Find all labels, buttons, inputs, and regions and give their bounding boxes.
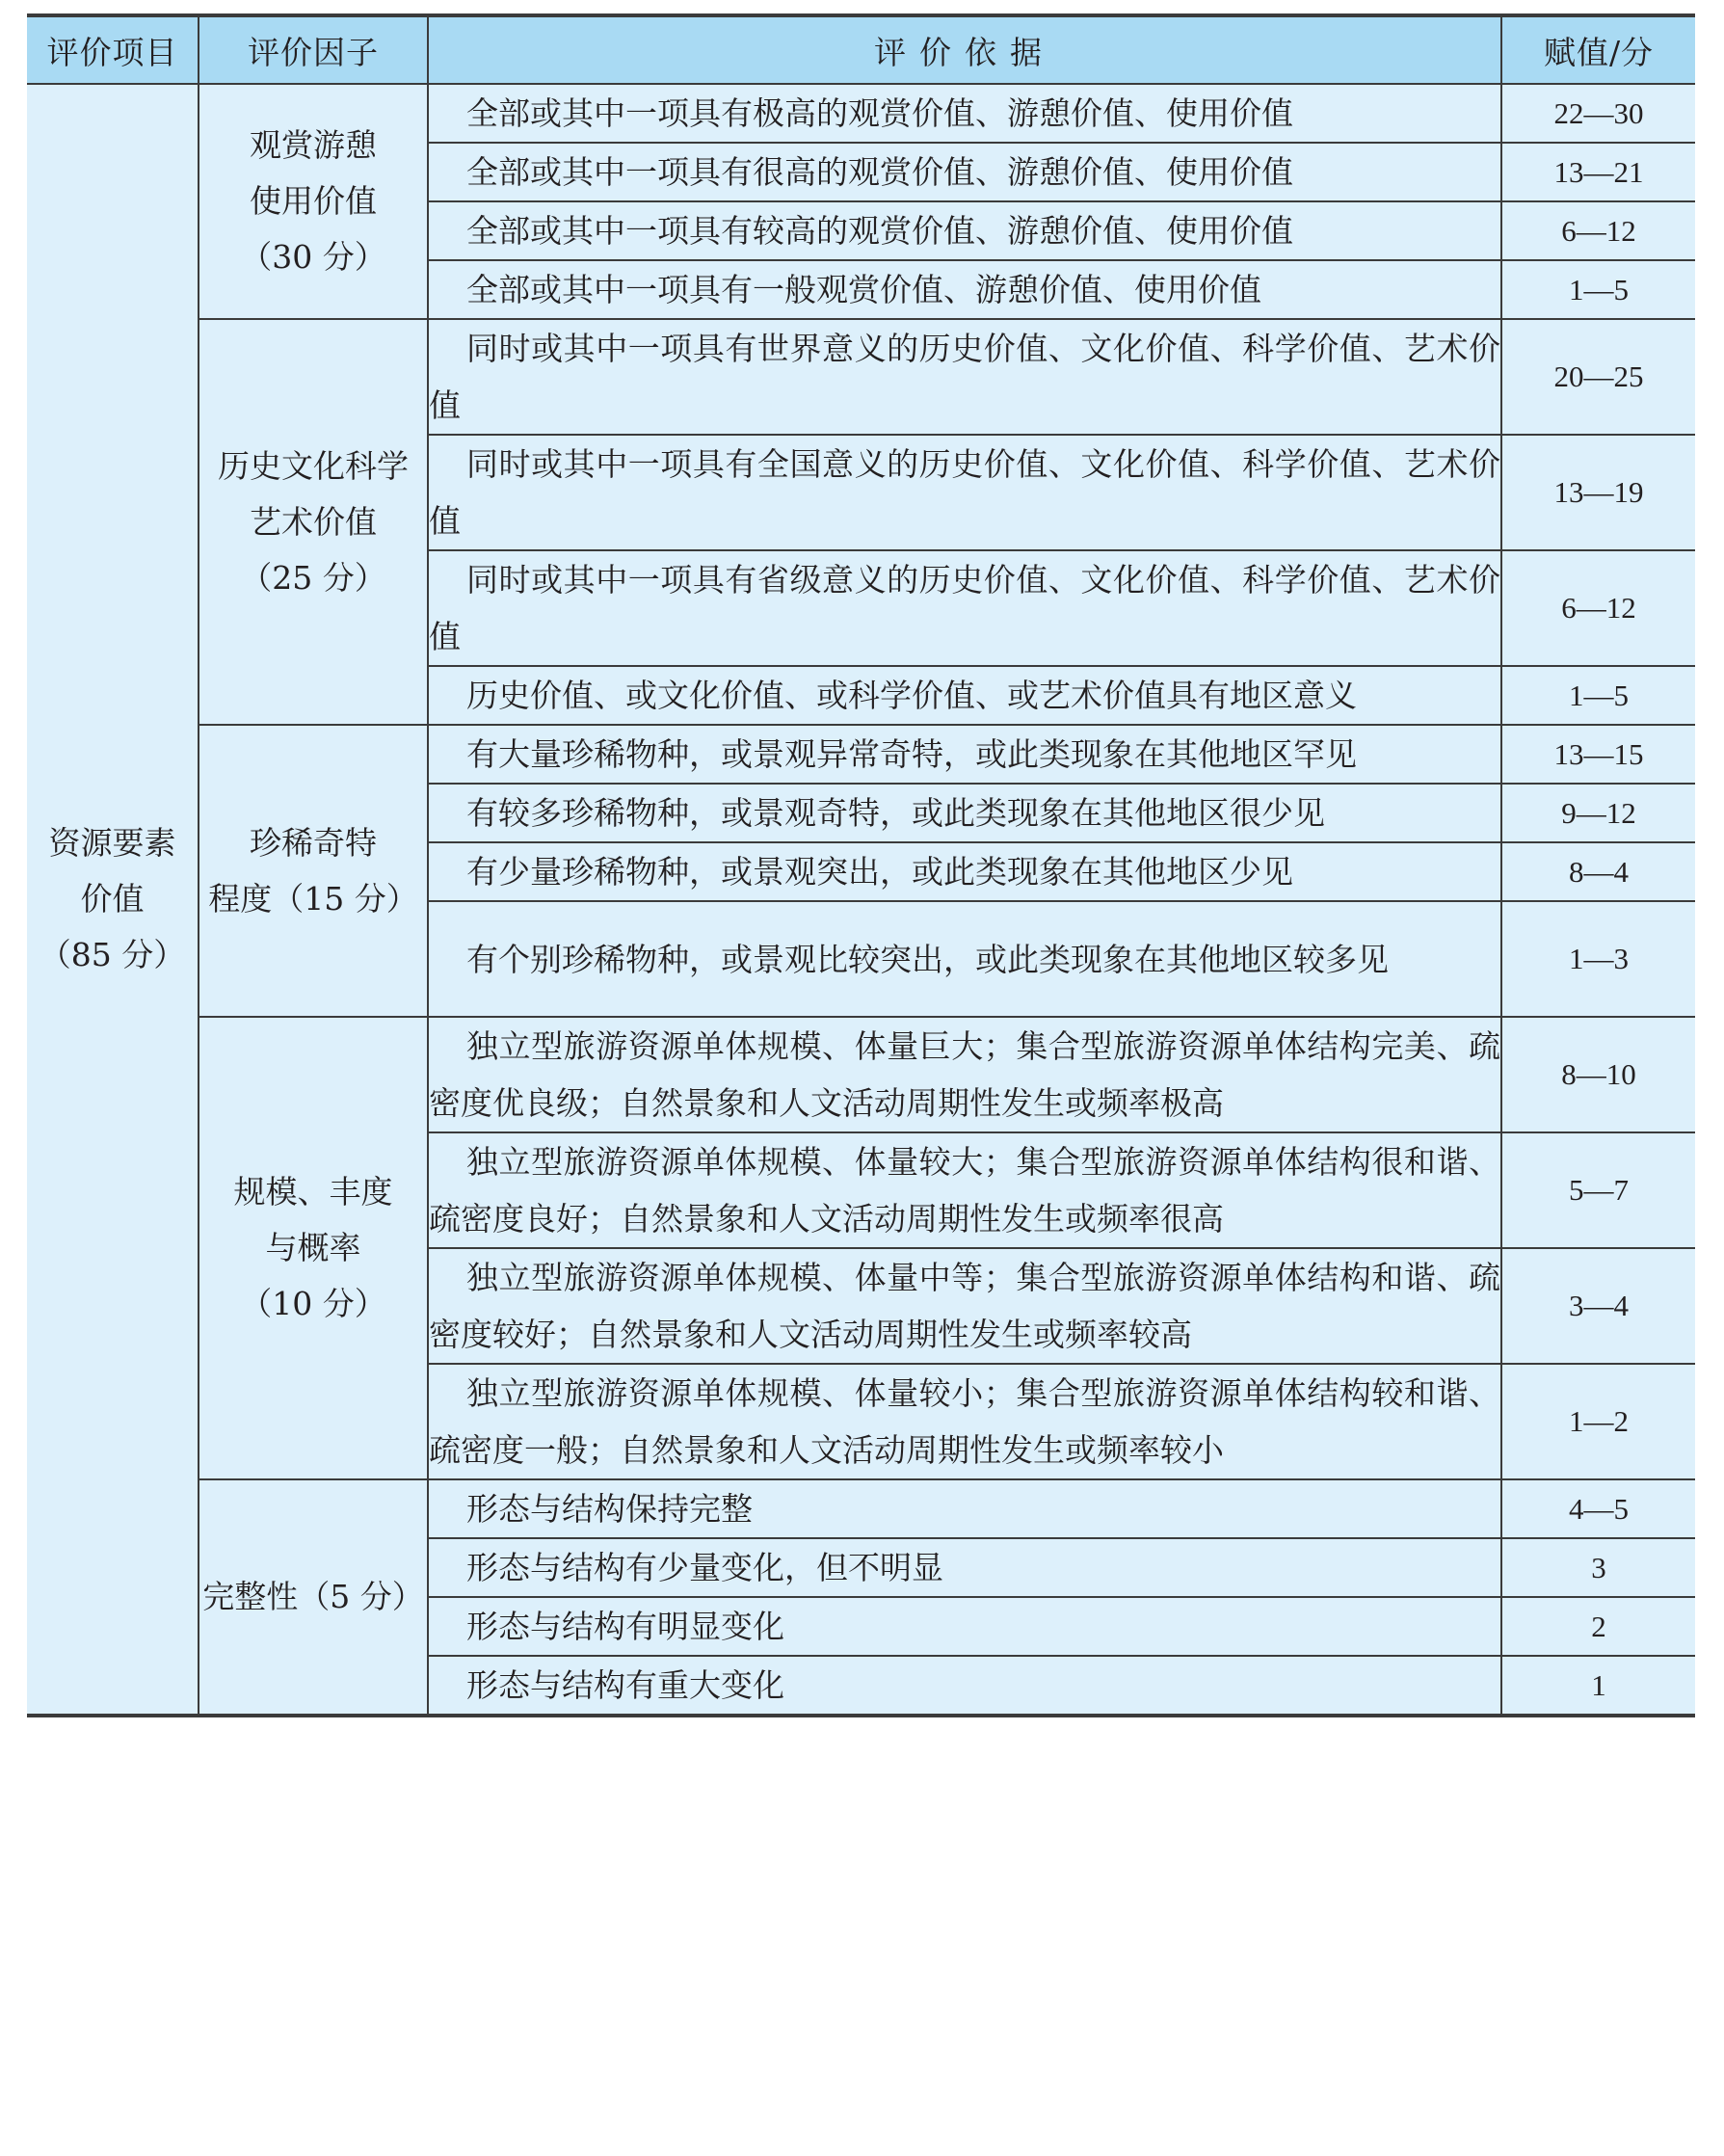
basis-cell xyxy=(428,1538,1501,1597)
basis-cell xyxy=(428,1132,1501,1248)
header-factor: 评价因子 xyxy=(199,15,428,84)
factor-line: 与概率 xyxy=(265,1229,361,1266)
basis-cell xyxy=(428,725,1501,784)
factor-line: 完整性（5 分） xyxy=(202,1578,424,1615)
basis-text: 有个别珍稀物种，或景观比较突出，或此类现象在其他地区较多见 xyxy=(466,940,1389,978)
factor-cell xyxy=(199,725,428,1017)
basis-cell xyxy=(428,1364,1501,1479)
score-cell: 1—3 xyxy=(1501,901,1695,1017)
basis-text: 全部或其中一项具有一般观赏价值、游憩价值、使用价值 xyxy=(466,271,1261,308)
basis-text: 形态与结构有明显变化 xyxy=(466,1608,784,1645)
basis-cell xyxy=(428,435,1501,550)
factor-cell xyxy=(199,1017,428,1479)
basis-cell xyxy=(428,1248,1501,1364)
basis-cell xyxy=(428,319,1501,435)
basis-text: 独立型旅游资源单体规模、体量较大；集合型旅游资源单体结构很和谐、疏密度良好；自然景象和人文活动周期性发生或频率很高 xyxy=(429,1143,1500,1238)
basis-cell xyxy=(428,1017,1501,1132)
basis-cell xyxy=(428,784,1501,842)
factor-line: 艺术价值 xyxy=(250,502,377,541)
score-cell: 1—5 xyxy=(1501,666,1695,725)
basis-text: 有大量珍稀物种，或景观异常奇特，或此类现象在其他地区罕见 xyxy=(466,735,1357,773)
factor-line: 程度（15 分） xyxy=(208,879,418,918)
basis-text: 历史价值、或文化价值、或科学价值、或艺术价值具有地区意义 xyxy=(466,677,1357,714)
score-cell: 4—5 xyxy=(1501,1479,1695,1538)
score-cell: 6—12 xyxy=(1501,201,1695,260)
basis-text: 形态与结构有少量变化，但不明显 xyxy=(466,1549,943,1586)
score-cell: 8—10 xyxy=(1501,1017,1695,1132)
header-score: 赋值/分 xyxy=(1501,15,1695,84)
score-cell: 1 xyxy=(1501,1656,1695,1716)
score-cell: 1—5 xyxy=(1501,260,1695,319)
basis-text: 形态与结构有重大变化 xyxy=(466,1666,784,1704)
item-line: 价值 xyxy=(80,880,145,918)
factor-line: （30 分） xyxy=(240,238,386,276)
basis-cell xyxy=(428,1479,1501,1538)
basis-cell xyxy=(428,84,1501,143)
basis-cell xyxy=(428,143,1501,201)
item-cell xyxy=(27,84,199,1716)
basis-text: 独立型旅游资源单体规模、体量巨大；集合型旅游资源单体结构完美、疏密度优良级；自然景象和人文活动周期性发生或频率极高 xyxy=(429,1027,1500,1122)
basis-text: 同时或其中一项具有世界意义的历史价值、文化价值、科学价值、艺术价值 xyxy=(429,330,1500,424)
score-cell: 13—15 xyxy=(1501,725,1695,784)
basis-text: 有较多珍稀物种，或景观奇特，或此类现象在其他地区很少见 xyxy=(466,794,1325,832)
header-basis: 评价依据 xyxy=(428,15,1501,84)
table-row xyxy=(27,1017,1695,1132)
score-cell: 13—19 xyxy=(1501,435,1695,550)
table-row xyxy=(27,1479,1695,1538)
table-row xyxy=(27,319,1695,435)
table-header-row xyxy=(27,15,1695,84)
header-item: 评价项目 xyxy=(27,15,199,84)
basis-cell xyxy=(428,201,1501,260)
basis-text: 全部或其中一项具有很高的观赏价值、游憩价值、使用价值 xyxy=(466,153,1293,191)
score-cell: 22—30 xyxy=(1501,84,1695,143)
factor-line: 规模、丰度 xyxy=(233,1173,393,1211)
basis-text: 有少量珍稀物种，或景观突出，或此类现象在其他地区少见 xyxy=(466,853,1293,891)
factor-line: 观赏游憩 xyxy=(250,126,377,164)
basis-cell xyxy=(428,260,1501,319)
basis-text: 同时或其中一项具有全国意义的历史价值、文化价值、科学价值、艺术价值 xyxy=(429,445,1500,540)
score-cell: 13—21 xyxy=(1501,143,1695,201)
basis-cell xyxy=(428,1656,1501,1716)
item-line: 资源要素 xyxy=(48,824,176,862)
factor-line: 历史文化科学 xyxy=(218,446,409,485)
table-row xyxy=(27,725,1695,784)
table-row xyxy=(27,84,1695,143)
factor-line: （10 分） xyxy=(240,1285,386,1322)
score-cell: 8—4 xyxy=(1501,842,1695,901)
score-cell: 6—12 xyxy=(1501,550,1695,666)
score-cell: 2 xyxy=(1501,1597,1695,1656)
basis-text: 全部或其中一项具有较高的观赏价值、游憩价值、使用价值 xyxy=(466,212,1293,250)
basis-text: 全部或其中一项具有极高的观赏价值、游憩价值、使用价值 xyxy=(466,94,1293,132)
basis-text: 形态与结构保持完整 xyxy=(466,1490,753,1528)
score-cell: 3 xyxy=(1501,1538,1695,1597)
basis-cell xyxy=(428,1597,1501,1656)
basis-text: 独立型旅游资源单体规模、体量较小；集合型旅游资源单体结构较和谐、疏密度一般；自然景象和人文活动周期性发生或频率较小 xyxy=(429,1374,1500,1469)
basis-cell xyxy=(428,901,1501,1017)
factor-line: （25 分） xyxy=(240,558,386,597)
basis-cell xyxy=(428,666,1501,725)
factor-line: 珍稀奇特 xyxy=(250,823,377,862)
factor-cell xyxy=(199,1479,428,1716)
score-cell: 9—12 xyxy=(1501,784,1695,842)
basis-text: 独立型旅游资源单体规模、体量中等；集合型旅游资源单体结构和谐、疏密度较好；自然景象和人文活动周期性发生或频率较高 xyxy=(429,1259,1500,1353)
basis-text: 同时或其中一项具有省级意义的历史价值、文化价值、科学价值、艺术价值 xyxy=(429,561,1500,655)
factor-line: 使用价值 xyxy=(250,182,377,220)
score-cell: 5—7 xyxy=(1501,1132,1695,1248)
score-cell: 20—25 xyxy=(1501,319,1695,435)
evaluation-table xyxy=(27,13,1695,1717)
score-cell: 3—4 xyxy=(1501,1248,1695,1364)
basis-cell xyxy=(428,550,1501,666)
factor-cell xyxy=(199,319,428,725)
score-cell: 1—2 xyxy=(1501,1364,1695,1479)
basis-cell xyxy=(428,842,1501,901)
factor-cell xyxy=(199,84,428,319)
item-line: （85 分） xyxy=(39,936,186,973)
